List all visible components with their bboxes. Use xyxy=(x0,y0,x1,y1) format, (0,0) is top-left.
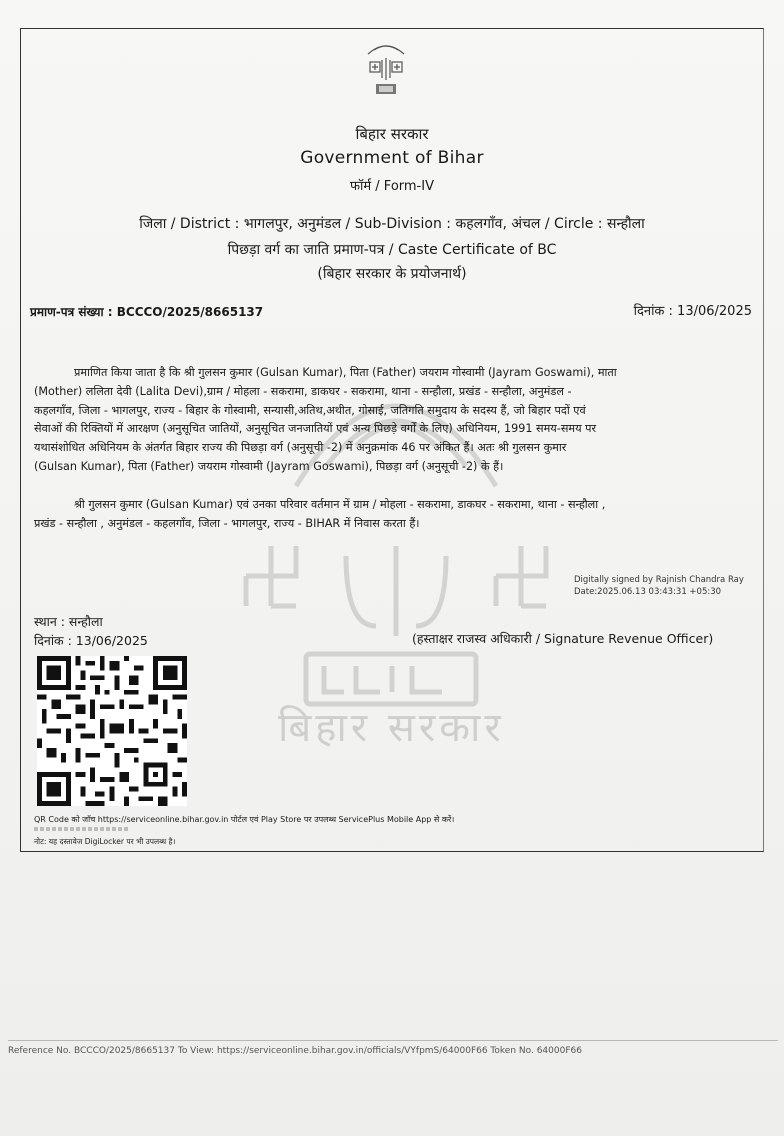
certification-paragraph xyxy=(34,364,756,477)
footer-divider xyxy=(8,1040,778,1041)
bihar-emblem-icon xyxy=(358,36,414,100)
qr-code[interactable] xyxy=(34,656,190,806)
paragraph-line: सेवाओं की रिक्तियों में आरक्षण (अनुसूचित जातियों, अनुसूचित जनजातियों एवं अन्य पिछड़े वर्गों के लिए) अधिनियम, 1991 समय-समय पर xyxy=(34,422,597,436)
qr-small-note xyxy=(34,827,130,831)
reference-footer: Reference No. BCCCO/2025/8665137 To View: https://serviceonline.bihar.gov.in/officials/VYfpmS/64000F66 Token No. 64000F66 xyxy=(8,1046,582,1056)
digital-signature-name: Digitally signed by Rajnish Chandra Ray xyxy=(574,575,744,585)
issue-place: स्थान : सन्हौला xyxy=(34,614,103,629)
paragraph-line: कहलगाँव, जिला - भागलपुर, राज्य - बिहार के गोस्वामी, सन्यासी,अतिथ,अथीत, गोसाई, जतिगति समुदाय के सदस्य हैं, जो बिहार पदों एवं xyxy=(34,403,586,417)
state-name-english: Government of Bihar xyxy=(300,148,484,168)
watermark-text: बिहार सरकार xyxy=(278,705,505,751)
state-name-hindi: बिहार सरकार xyxy=(355,125,429,143)
issue-date: दिनांक : 13/06/2025 xyxy=(34,633,148,648)
digital-signature xyxy=(574,574,744,598)
certificate-title: पिछड़ा वर्ग का जाति प्रमाण-पत्र / Caste Certificate of BC xyxy=(227,242,557,258)
digilocker-note: नोट: यह दस्तावेज DigiLocker पर भी उपलब्ध है। xyxy=(34,837,176,846)
digital-signature-date: Date:2025.06.13 03:43:31 +05:30 xyxy=(574,587,722,597)
paragraph-line: यथासंशोधित अधिनियम के अंतर्गत बिहार राज्य की पिछड़ा वर्ग (अनुसूची -2) में अनुक्रमांक 46 पर अंकित हैं। अतः श्री गुलसन कुमार xyxy=(34,441,567,455)
form-label: फॉर्म / Form-IV xyxy=(350,179,434,194)
paragraph-line: (Gulsan Kumar), पिता (Father) जयराम गोस्वामी (Jayram Goswami), पिछड़ा वर्ग (अनुसूची -2) के हैं। xyxy=(34,459,504,473)
certificate-date: दिनांक : 13/06/2025 xyxy=(633,304,752,319)
paragraph-line: (Mother) ललिता देवी (Lalita Devi),ग्राम / मोहला - सकरामा, डाकघर - सकरामा, थाना - सन्हौला, प्रखंड - सन्हौला, अनुमंडल - xyxy=(34,384,572,398)
location-line: जिला / District : भागलपुर, अनुमंडल / Sub-Division : कहलगाँव, अंचल / Circle : सन्हौला xyxy=(139,216,645,232)
certificate-purpose: (बिहार सरकार के प्रयोजनार्थ) xyxy=(317,266,467,282)
certificate-number: प्रमाण-पत्र संख्या : BCCCO/2025/8665137 xyxy=(30,305,264,319)
paragraph-line: प्रमाणित किया जाता है कि श्री गुलसन कुमार (Gulsan Kumar), पिता (Father) जयराम गोस्वामी (Jayram Goswami), माता xyxy=(74,366,617,379)
paragraph-line: श्री गुलसन कुमार (Gulsan Kumar) एवं उनका परिवार वर्तमान में ग्राम / मोहला - सकरामा, डाकघर - सकरामा, थाना - सन्हौला , xyxy=(74,498,606,511)
officer-signature-label: (हस्ताक्षर राजस्व अधिकारी / Signature Revenue Officer) xyxy=(412,631,714,646)
residence-paragraph xyxy=(34,496,756,534)
paragraph-line: प्रखंड - सन्हौला , अनुमंडल - कहलगाँव, जिला - भागलपुर, राज्य - BIHAR में निवास करता हैं। xyxy=(34,516,420,530)
qr-verification-note: QR Code को जाँच https://serviceonline.bihar.gov.in पोर्टल एवं Play Store पर उपलब्ध ServicePlus Mobile App से करें। xyxy=(34,815,455,824)
